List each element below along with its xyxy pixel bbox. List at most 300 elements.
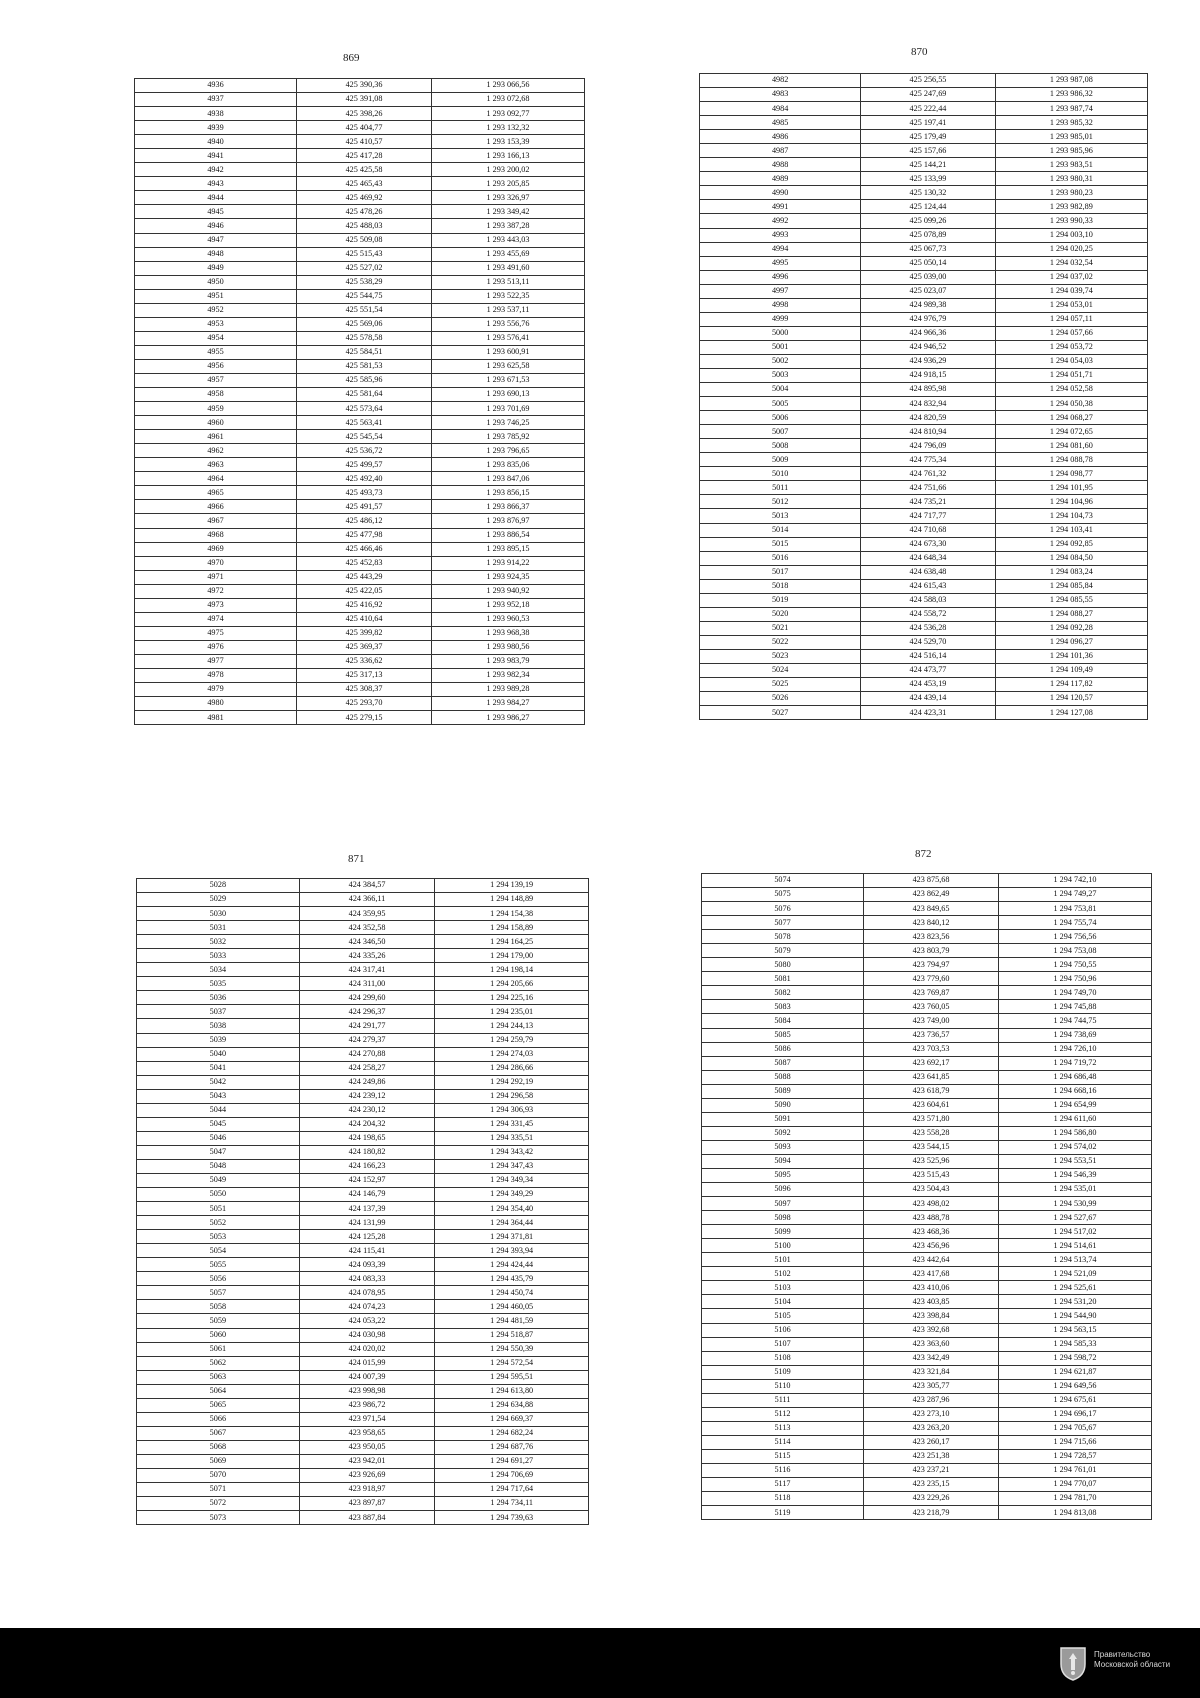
y-coordinate-cell: 1 293 983,79 — [432, 654, 585, 668]
coordinate-table-871 — [136, 878, 589, 1525]
y-coordinate-cell: 1 294 572,54 — [435, 1356, 589, 1370]
point-number-cell: 4994 — [700, 242, 861, 256]
x-coordinate-cell: 425 493,73 — [297, 486, 432, 500]
table-row — [135, 331, 585, 345]
table-row — [137, 1033, 589, 1047]
y-coordinate-cell: 1 293 132,32 — [432, 121, 585, 135]
point-number-cell: 5102 — [702, 1267, 864, 1281]
x-coordinate-cell: 425 099,26 — [861, 214, 995, 228]
y-coordinate-cell: 1 294 649,56 — [999, 1379, 1152, 1393]
x-coordinate-cell: 425 417,28 — [297, 149, 432, 163]
x-coordinate-cell: 424 239,12 — [299, 1089, 435, 1103]
y-coordinate-cell: 1 294 654,99 — [999, 1098, 1152, 1112]
table-row — [137, 1412, 589, 1426]
table-row — [700, 706, 1148, 720]
point-number-cell: 4970 — [135, 556, 297, 570]
table-row — [137, 1089, 589, 1103]
y-coordinate-cell: 1 294 719,72 — [999, 1056, 1152, 1070]
x-coordinate-cell: 423 803,79 — [864, 944, 999, 958]
y-coordinate-cell: 1 293 895,15 — [432, 542, 585, 556]
y-coordinate-cell: 1 294 669,37 — [435, 1412, 589, 1426]
table-row — [702, 1042, 1152, 1056]
point-number-cell: 5018 — [700, 579, 861, 593]
point-number-cell: 5088 — [702, 1070, 864, 1084]
point-number-cell: 5109 — [702, 1365, 864, 1379]
table-row — [137, 1426, 589, 1440]
table-row — [137, 921, 589, 935]
x-coordinate-cell: 425 398,26 — [297, 107, 432, 121]
x-coordinate-cell: 425 416,92 — [297, 598, 432, 612]
x-coordinate-cell: 424 180,82 — [299, 1145, 435, 1159]
y-coordinate-cell: 1 293 326,97 — [432, 191, 585, 205]
point-number-cell: 5056 — [137, 1272, 300, 1286]
point-number-cell: 5007 — [700, 425, 861, 439]
x-coordinate-cell: 425 585,96 — [297, 373, 432, 387]
table-row — [700, 495, 1148, 509]
table-row — [702, 1295, 1152, 1309]
point-number-cell: 5075 — [702, 888, 864, 902]
point-number-cell: 4966 — [135, 500, 297, 514]
table-row — [700, 340, 1148, 354]
point-number-cell: 4950 — [135, 275, 297, 289]
x-coordinate-cell: 425 452,83 — [297, 556, 432, 570]
table-row — [700, 481, 1148, 495]
y-coordinate-cell: 1 293 522,35 — [432, 289, 585, 303]
y-coordinate-cell: 1 294 634,88 — [435, 1398, 589, 1412]
point-number-cell: 5063 — [137, 1370, 300, 1384]
y-coordinate-cell: 1 294 274,03 — [435, 1047, 589, 1061]
y-coordinate-cell: 1 294 668,16 — [999, 1084, 1152, 1098]
point-number-cell: 5025 — [700, 678, 861, 692]
point-number-cell: 5023 — [700, 649, 861, 663]
table-row — [702, 888, 1152, 902]
y-coordinate-cell: 1 293 952,18 — [432, 598, 585, 612]
x-coordinate-cell: 423 392,68 — [864, 1323, 999, 1337]
y-coordinate-cell: 1 294 750,96 — [999, 972, 1152, 986]
table-row — [135, 528, 585, 542]
table-row — [702, 972, 1152, 986]
table-row — [700, 102, 1148, 116]
x-coordinate-cell: 424 648,34 — [861, 551, 995, 565]
x-coordinate-cell: 425 443,29 — [297, 570, 432, 584]
x-coordinate-cell: 423 468,36 — [864, 1225, 999, 1239]
x-coordinate-cell: 425 179,49 — [861, 130, 995, 144]
y-coordinate-cell: 1 294 120,57 — [995, 692, 1147, 706]
y-coordinate-cell: 1 294 517,02 — [999, 1225, 1152, 1239]
point-number-cell: 4944 — [135, 191, 297, 205]
table-row — [702, 874, 1152, 888]
y-coordinate-cell: 1 293 982,34 — [432, 668, 585, 682]
x-coordinate-cell: 424 020,02 — [299, 1342, 435, 1356]
x-coordinate-cell: 423 260,17 — [864, 1435, 999, 1449]
table-row — [700, 354, 1148, 368]
table-row — [702, 1028, 1152, 1042]
point-number-cell: 5043 — [137, 1089, 300, 1103]
y-coordinate-cell: 1 294 235,01 — [435, 1005, 589, 1019]
y-coordinate-cell: 1 293 349,42 — [432, 205, 585, 219]
table-row — [137, 1244, 589, 1258]
x-coordinate-cell: 423 251,38 — [864, 1449, 999, 1463]
point-number-cell: 5070 — [137, 1468, 300, 1482]
x-coordinate-cell: 424 296,37 — [299, 1005, 435, 1019]
y-coordinate-cell: 1 294 742,10 — [999, 874, 1152, 888]
table-row — [702, 1478, 1152, 1492]
x-coordinate-cell: 424 384,57 — [299, 879, 435, 893]
y-coordinate-cell: 1 294 085,84 — [995, 579, 1147, 593]
x-coordinate-cell: 424 352,58 — [299, 921, 435, 935]
x-coordinate-cell: 424 291,77 — [299, 1019, 435, 1033]
point-number-cell: 5011 — [700, 481, 861, 495]
page-number-869: 869 — [343, 52, 360, 64]
y-coordinate-cell: 1 294 611,60 — [999, 1112, 1152, 1126]
table-row — [135, 430, 585, 444]
x-coordinate-cell: 424 717,77 — [861, 509, 995, 523]
point-number-cell: 5003 — [700, 368, 861, 382]
table-row — [135, 683, 585, 697]
x-coordinate-cell: 425 078,89 — [861, 228, 995, 242]
y-coordinate-cell: 1 293 985,32 — [995, 116, 1147, 130]
table-row — [700, 593, 1148, 607]
table-row — [702, 1140, 1152, 1154]
table-row — [702, 1309, 1152, 1323]
x-coordinate-cell: 425 399,82 — [297, 626, 432, 640]
point-number-cell: 4943 — [135, 177, 297, 191]
x-coordinate-cell: 425 197,41 — [861, 116, 995, 130]
point-number-cell: 5042 — [137, 1075, 300, 1089]
x-coordinate-cell: 423 942,01 — [299, 1454, 435, 1468]
point-number-cell: 4995 — [700, 256, 861, 270]
point-number-cell: 5028 — [137, 879, 300, 893]
point-number-cell: 5032 — [137, 935, 300, 949]
point-number-cell: 5083 — [702, 1000, 864, 1014]
table-row — [700, 383, 1148, 397]
table-row — [702, 1084, 1152, 1098]
point-number-cell: 4986 — [700, 130, 861, 144]
table-row — [700, 678, 1148, 692]
x-coordinate-cell: 425 465,43 — [297, 177, 432, 191]
point-number-cell: 5084 — [702, 1014, 864, 1028]
y-coordinate-cell: 1 294 696,17 — [999, 1407, 1152, 1421]
x-coordinate-cell: 424 125,28 — [299, 1230, 435, 1244]
x-coordinate-cell: 424 270,88 — [299, 1047, 435, 1061]
point-number-cell: 4999 — [700, 312, 861, 326]
x-coordinate-cell: 425 544,75 — [297, 289, 432, 303]
x-coordinate-cell: 425 391,08 — [297, 93, 432, 107]
table-row — [135, 598, 585, 612]
y-coordinate-cell: 1 293 537,11 — [432, 303, 585, 317]
y-coordinate-cell: 1 294 092,28 — [995, 621, 1147, 635]
x-coordinate-cell: 423 363,60 — [864, 1337, 999, 1351]
table-body — [702, 874, 1152, 1520]
x-coordinate-cell: 423 604,61 — [864, 1098, 999, 1112]
table-row — [700, 298, 1148, 312]
x-coordinate-cell: 424 299,60 — [299, 991, 435, 1005]
x-coordinate-cell: 425 410,57 — [297, 135, 432, 149]
coat-of-arms-icon — [1058, 1644, 1088, 1682]
point-number-cell: 5064 — [137, 1384, 300, 1398]
point-number-cell: 5029 — [137, 893, 300, 907]
table-body — [700, 74, 1148, 720]
y-coordinate-cell: 1 293 066,56 — [432, 79, 585, 93]
y-coordinate-cell: 1 294 053,01 — [995, 298, 1147, 312]
table-row — [137, 1173, 589, 1187]
publisher-line-1: Правительство — [1094, 1650, 1151, 1659]
x-coordinate-cell: 425 515,43 — [297, 247, 432, 261]
y-coordinate-cell: 1 294 530,99 — [999, 1197, 1152, 1211]
x-coordinate-cell: 423 403,85 — [864, 1295, 999, 1309]
point-number-cell: 5085 — [702, 1028, 864, 1042]
table-row — [135, 149, 585, 163]
x-coordinate-cell: 423 515,43 — [864, 1168, 999, 1182]
table-row — [702, 1407, 1152, 1421]
y-coordinate-cell: 1 293 980,31 — [995, 172, 1147, 186]
x-coordinate-cell: 424 820,59 — [861, 411, 995, 425]
x-coordinate-cell: 424 030,98 — [299, 1328, 435, 1342]
y-coordinate-cell: 1 294 535,01 — [999, 1183, 1152, 1197]
x-coordinate-cell: 423 998,98 — [299, 1384, 435, 1398]
point-number-cell: 4971 — [135, 570, 297, 584]
y-coordinate-cell: 1 293 980,23 — [995, 186, 1147, 200]
point-number-cell: 5067 — [137, 1426, 300, 1440]
point-number-cell: 5061 — [137, 1342, 300, 1356]
point-number-cell: 5115 — [702, 1449, 864, 1463]
table-row — [702, 1197, 1152, 1211]
point-number-cell: 4952 — [135, 303, 297, 317]
x-coordinate-cell: 425 538,29 — [297, 275, 432, 289]
point-number-cell: 5096 — [702, 1183, 864, 1197]
table-row — [702, 1421, 1152, 1435]
y-coordinate-cell: 1 293 940,92 — [432, 584, 585, 598]
y-coordinate-cell: 1 294 598,72 — [999, 1351, 1152, 1365]
point-number-cell: 5118 — [702, 1492, 864, 1506]
point-number-cell: 4949 — [135, 261, 297, 275]
y-coordinate-cell: 1 294 745,88 — [999, 1000, 1152, 1014]
y-coordinate-cell: 1 294 687,76 — [435, 1440, 589, 1454]
y-coordinate-cell: 1 294 460,05 — [435, 1300, 589, 1314]
table-row — [137, 893, 589, 907]
table-row — [137, 1131, 589, 1145]
table-row — [702, 1379, 1152, 1393]
table-row — [137, 1216, 589, 1230]
y-coordinate-cell: 1 293 796,65 — [432, 444, 585, 458]
y-coordinate-cell: 1 294 706,69 — [435, 1468, 589, 1482]
y-coordinate-cell: 1 293 443,03 — [432, 233, 585, 247]
x-coordinate-cell: 423 488,78 — [864, 1211, 999, 1225]
x-coordinate-cell: 424 346,50 — [299, 935, 435, 949]
point-number-cell: 5074 — [702, 874, 864, 888]
table-row — [135, 163, 585, 177]
x-coordinate-cell: 424 093,39 — [299, 1258, 435, 1272]
x-coordinate-cell: 423 823,56 — [864, 930, 999, 944]
table-row — [137, 1258, 589, 1272]
table-row — [135, 121, 585, 135]
point-number-cell: 5036 — [137, 991, 300, 1005]
point-number-cell: 5060 — [137, 1328, 300, 1342]
publisher-line-2: Московской области — [1094, 1660, 1171, 1669]
x-coordinate-cell: 424 536,28 — [861, 621, 995, 635]
table-row — [135, 107, 585, 121]
point-number-cell: 5062 — [137, 1356, 300, 1370]
y-coordinate-cell: 1 294 083,24 — [995, 565, 1147, 579]
y-coordinate-cell: 1 294 104,96 — [995, 495, 1147, 509]
point-number-cell: 5033 — [137, 949, 300, 963]
x-coordinate-cell: 425 023,07 — [861, 284, 995, 298]
y-coordinate-cell: 1 294 179,00 — [435, 949, 589, 963]
y-coordinate-cell: 1 294 349,29 — [435, 1188, 589, 1202]
table-row — [702, 1365, 1152, 1379]
point-number-cell: 4978 — [135, 668, 297, 682]
point-number-cell: 5111 — [702, 1393, 864, 1407]
table-row — [135, 486, 585, 500]
table-row — [135, 514, 585, 528]
point-number-cell: 5092 — [702, 1126, 864, 1140]
point-number-cell: 5091 — [702, 1112, 864, 1126]
y-coordinate-cell: 1 294 335,51 — [435, 1131, 589, 1145]
table-row — [702, 1267, 1152, 1281]
table-row — [702, 930, 1152, 944]
point-number-cell: 5019 — [700, 593, 861, 607]
x-coordinate-cell: 423 504,43 — [864, 1183, 999, 1197]
point-number-cell: 5035 — [137, 977, 300, 991]
table-row — [702, 1112, 1152, 1126]
table-row — [700, 256, 1148, 270]
table-row — [700, 607, 1148, 621]
table-row — [702, 1506, 1152, 1520]
table-row — [135, 542, 585, 556]
point-number-cell: 5105 — [702, 1309, 864, 1323]
x-coordinate-cell: 424 710,68 — [861, 523, 995, 537]
table-row — [137, 1159, 589, 1173]
table-row — [135, 584, 585, 598]
y-coordinate-cell: 1 294 682,24 — [435, 1426, 589, 1440]
point-number-cell: 4997 — [700, 284, 861, 298]
point-number-cell: 4965 — [135, 486, 297, 500]
y-coordinate-cell: 1 294 148,89 — [435, 893, 589, 907]
y-coordinate-cell: 1 293 092,77 — [432, 107, 585, 121]
y-coordinate-cell: 1 293 984,27 — [432, 697, 585, 711]
table-row — [700, 312, 1148, 326]
x-coordinate-cell: 425 469,92 — [297, 191, 432, 205]
x-coordinate-cell: 425 569,06 — [297, 317, 432, 331]
table-row — [137, 991, 589, 1005]
table-row — [137, 935, 589, 949]
point-number-cell: 4964 — [135, 472, 297, 486]
table-row — [135, 640, 585, 654]
y-coordinate-cell: 1 294 051,71 — [995, 368, 1147, 382]
point-number-cell: 5006 — [700, 411, 861, 425]
table-row — [135, 289, 585, 303]
y-coordinate-cell: 1 293 985,96 — [995, 144, 1147, 158]
table-row — [137, 1202, 589, 1216]
y-coordinate-cell: 1 294 686,48 — [999, 1070, 1152, 1084]
x-coordinate-cell: 424 810,94 — [861, 425, 995, 439]
table-row — [137, 1075, 589, 1089]
coordinate-table-870 — [699, 73, 1148, 720]
table-row — [700, 537, 1148, 551]
point-number-cell: 5041 — [137, 1061, 300, 1075]
x-coordinate-cell: 424 311,00 — [299, 977, 435, 991]
point-number-cell: 4967 — [135, 514, 297, 528]
table-row — [702, 1211, 1152, 1225]
x-coordinate-cell: 424 423,31 — [861, 706, 995, 720]
x-coordinate-cell: 423 558,28 — [864, 1126, 999, 1140]
y-coordinate-cell: 1 294 098,77 — [995, 467, 1147, 481]
y-coordinate-cell: 1 294 749,27 — [999, 888, 1152, 902]
x-coordinate-cell: 423 926,69 — [299, 1468, 435, 1482]
x-coordinate-cell: 423 971,54 — [299, 1412, 435, 1426]
point-number-cell: 4945 — [135, 205, 297, 219]
table-row — [135, 135, 585, 149]
point-number-cell: 5022 — [700, 635, 861, 649]
x-coordinate-cell: 425 581,53 — [297, 359, 432, 373]
x-coordinate-cell: 423 237,21 — [864, 1463, 999, 1477]
x-coordinate-cell: 425 390,36 — [297, 79, 432, 93]
y-coordinate-cell: 1 294 092,85 — [995, 537, 1147, 551]
table-row — [137, 1370, 589, 1384]
point-number-cell: 5087 — [702, 1056, 864, 1070]
y-coordinate-cell: 1 294 244,13 — [435, 1019, 589, 1033]
y-coordinate-cell: 1 294 117,82 — [995, 678, 1147, 692]
table-row — [135, 233, 585, 247]
y-coordinate-cell: 1 294 550,39 — [435, 1342, 589, 1356]
point-number-cell: 5108 — [702, 1351, 864, 1365]
point-number-cell: 5012 — [700, 495, 861, 509]
point-number-cell: 5013 — [700, 509, 861, 523]
y-coordinate-cell: 1 294 103,41 — [995, 523, 1147, 537]
y-coordinate-cell: 1 294 072,65 — [995, 425, 1147, 439]
x-coordinate-cell: 424 249,86 — [299, 1075, 435, 1089]
y-coordinate-cell: 1 294 343,42 — [435, 1145, 589, 1159]
table-row — [137, 907, 589, 921]
y-coordinate-cell: 1 293 960,53 — [432, 612, 585, 626]
point-number-cell: 4947 — [135, 233, 297, 247]
point-number-cell: 5034 — [137, 963, 300, 977]
y-coordinate-cell: 1 294 544,90 — [999, 1309, 1152, 1323]
x-coordinate-cell: 424 258,27 — [299, 1061, 435, 1075]
table-row — [700, 158, 1148, 172]
point-number-cell: 5049 — [137, 1173, 300, 1187]
x-coordinate-cell: 424 936,29 — [861, 354, 995, 368]
table-row — [702, 1154, 1152, 1168]
point-number-cell: 5080 — [702, 958, 864, 972]
table-row — [135, 317, 585, 331]
y-coordinate-cell: 1 294 613,80 — [435, 1384, 589, 1398]
point-number-cell: 4987 — [700, 144, 861, 158]
point-number-cell: 5004 — [700, 383, 861, 397]
table-row — [137, 879, 589, 893]
x-coordinate-cell: 423 692,17 — [864, 1056, 999, 1070]
point-number-cell: 4939 — [135, 121, 297, 135]
x-coordinate-cell: 424 735,21 — [861, 495, 995, 509]
x-coordinate-cell: 423 342,49 — [864, 1351, 999, 1365]
table-row — [135, 654, 585, 668]
table-row — [135, 500, 585, 514]
y-coordinate-cell: 1 294 705,67 — [999, 1421, 1152, 1435]
point-number-cell: 5073 — [137, 1511, 300, 1525]
y-coordinate-cell: 1 294 739,63 — [435, 1511, 589, 1525]
point-number-cell: 5104 — [702, 1295, 864, 1309]
point-number-cell: 5014 — [700, 523, 861, 537]
point-number-cell: 4959 — [135, 402, 297, 416]
y-coordinate-cell: 1 294 331,45 — [435, 1117, 589, 1131]
table-row — [135, 79, 585, 93]
y-coordinate-cell: 1 294 481,59 — [435, 1314, 589, 1328]
coordinate-table-872 — [701, 873, 1152, 1520]
x-coordinate-cell: 424 588,03 — [861, 593, 995, 607]
point-number-cell: 4937 — [135, 93, 297, 107]
y-coordinate-cell: 1 293 072,68 — [432, 93, 585, 107]
point-number-cell: 5068 — [137, 1440, 300, 1454]
